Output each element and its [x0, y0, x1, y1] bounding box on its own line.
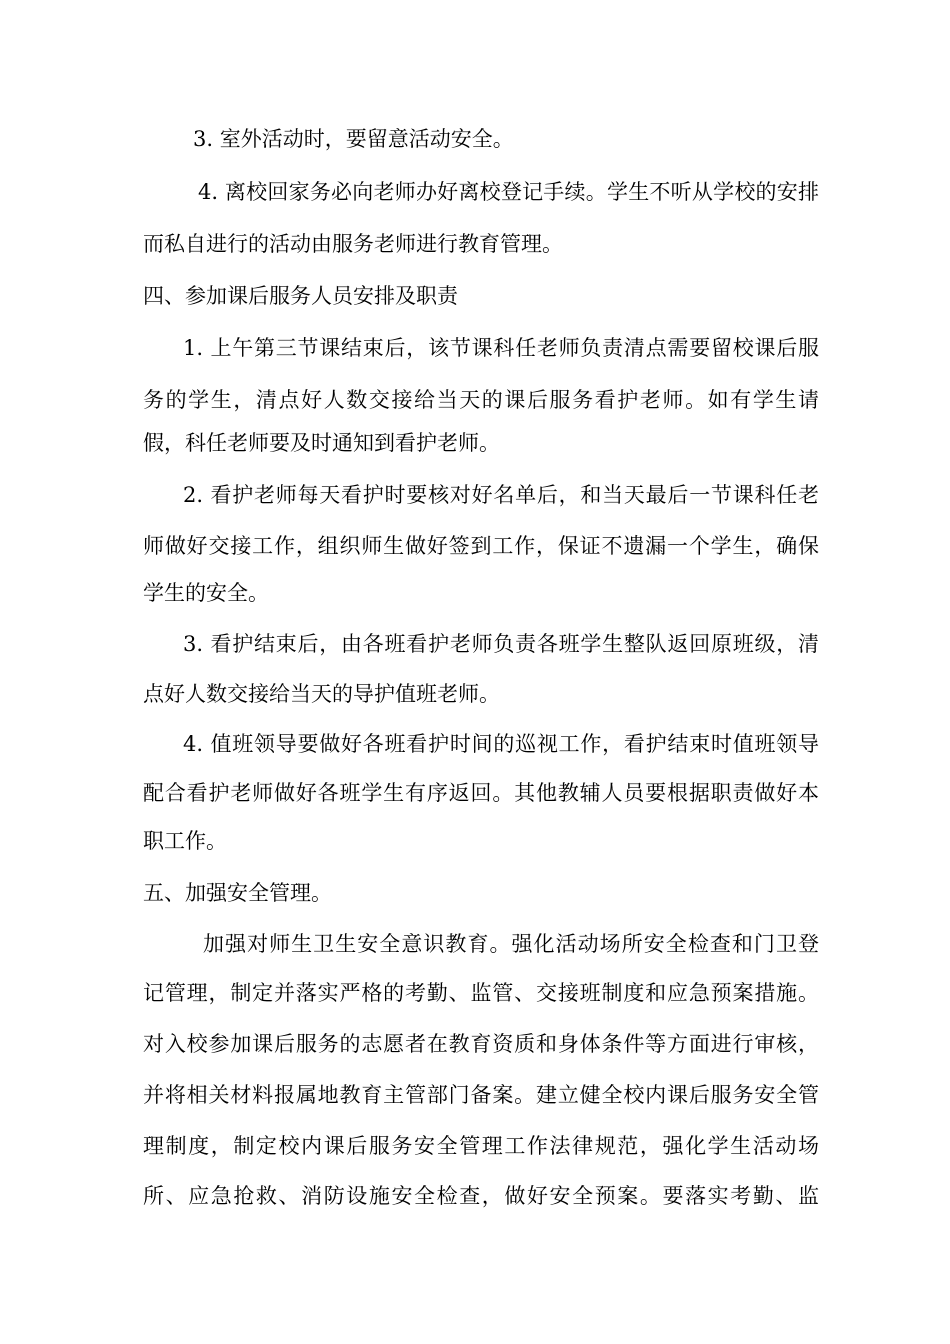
text-line: 配合看护老师做好各班学生有序返回。其他教辅人员要根据职责做好本: [143, 781, 819, 805]
text-line: 2. 看护老师每天看护时要核对好名单后，和当天最后一节课科任老: [183, 483, 819, 507]
text-line: 对入校参加课后服务的志愿者在教育资质和身体条件等方面进行审核，: [143, 1032, 819, 1056]
section-heading: 四、参加课后服务人员安排及职责: [143, 284, 458, 308]
text-line: 师做好交接工作，组织师生做好签到工作，保证不遗漏一个学生，确保: [143, 534, 819, 558]
text-line: 记管理，制定并落实严格的考勤、监管、交接班制度和应急预案措施。: [143, 981, 819, 1005]
text-line: 3. 看护结束后，由各班看护老师负责各班学生整队返回原班级，清: [183, 632, 819, 656]
text-line: 学生的安全。: [143, 581, 269, 605]
text-line: 而私自进行的活动由服务老师进行教育管理。: [143, 232, 563, 256]
text-line: 加强对师生卫生安全意识教育。强化活动场所安全检查和门卫登: [203, 932, 819, 956]
text-line: 1. 上午第三节课结束后，该节课科任老师负责清点需要留校课后服: [183, 336, 819, 360]
text-line: 4. 离校回家务必向老师办好离校登记手续。学生不听从学校的安排: [198, 180, 819, 204]
section-heading: 五、加强安全管理。: [143, 881, 332, 905]
text-line: 理制度，制定校内课后服务安全管理工作法律规范，强化学生活动场: [143, 1134, 819, 1158]
text-line: 职工作。: [143, 829, 227, 853]
text-line: 所、应急抢救、消防设施安全检查，做好安全预案。要落实考勤、监: [143, 1184, 819, 1208]
text-line: 点好人数交接给当天的导护值班老师。: [143, 682, 500, 706]
text-line: 并将相关材料报属地教育主管部门备案。建立健全校内课后服务安全管: [143, 1083, 819, 1107]
text-line: 假，科任老师要及时通知到看护老师。: [143, 431, 500, 455]
text-line: 3. 室外活动时，要留意活动安全。: [193, 127, 514, 151]
text-line: 4. 值班领导要做好各班看护时间的巡视工作，看护结束时值班领导: [183, 732, 819, 756]
text-line: 务的学生，清点好人数交接给当天的课后服务看护老师。如有学生请: [143, 388, 819, 412]
